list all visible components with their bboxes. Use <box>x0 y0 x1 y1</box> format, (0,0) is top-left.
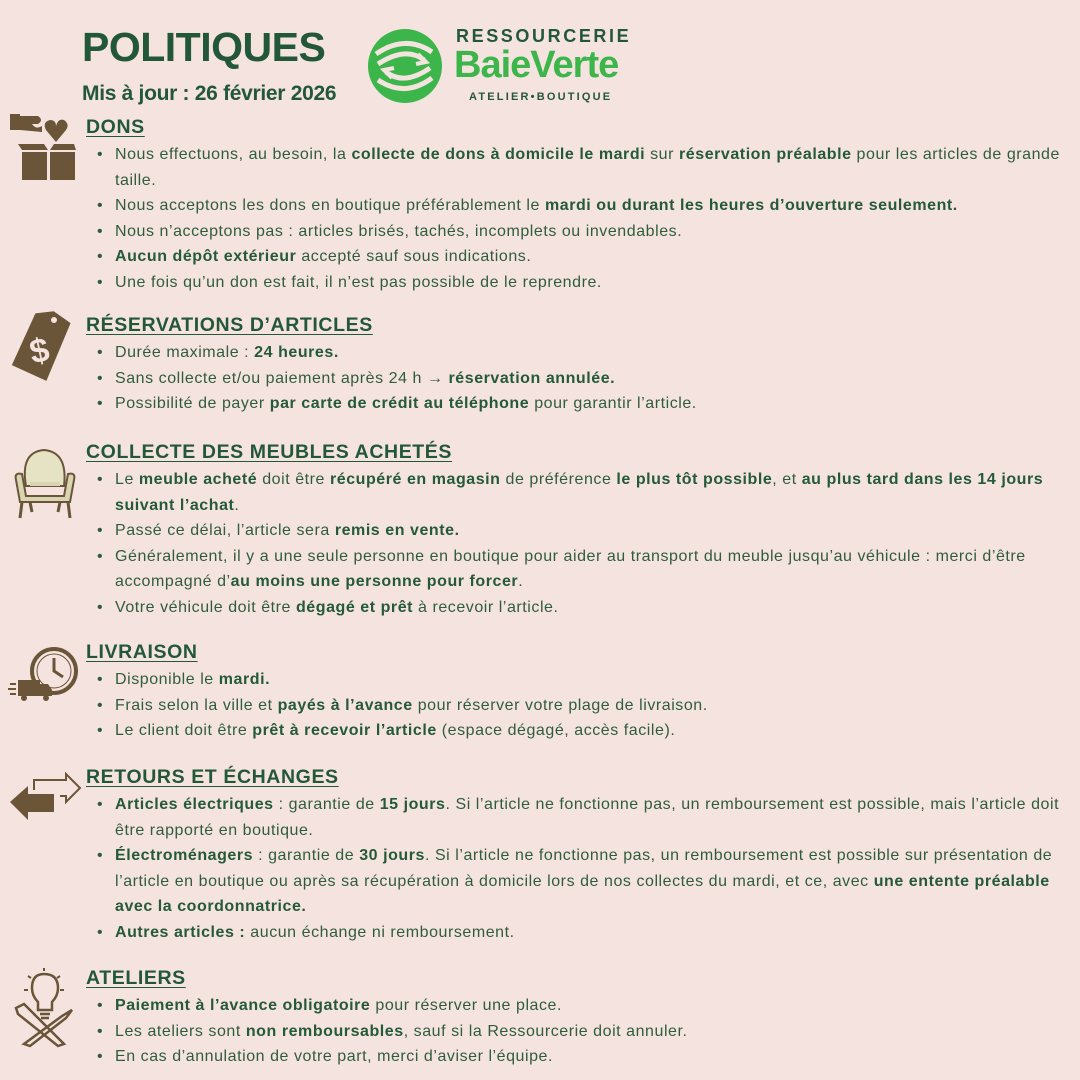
text: doit être <box>257 471 330 488</box>
bold-text: 24 heures. <box>254 344 339 361</box>
text: Les ateliers sont <box>115 1022 246 1040</box>
bold-text: le plus tôt possible <box>616 471 773 488</box>
text: . Si l’article ne fonctionne pas, un remboursement est possible sur présentation de l’article en boutique ou après sa récupération à domicile lors de nos collectes du mardi, et ce, avec <box>115 847 1053 890</box>
text: pour les articles de grande taille. <box>115 146 1060 189</box>
text: à recevoir l’article. <box>413 598 559 616</box>
logo-line1: RESSOURCERIE <box>456 26 632 46</box>
list-item <box>115 1019 1070 1045</box>
text: Passé ce délai, l’article sera <box>115 522 335 539</box>
bullet-list <box>0 340 1070 417</box>
section-heading: LIVRAISON <box>86 641 198 663</box>
bold-text: récupéré en magasin <box>329 471 501 488</box>
bold-text: Aucun dépôt extérieur <box>115 248 297 265</box>
text: Généralement, il y a une seule personne en boutique pour aider au transport du meuble jusqu’au véhicule : merci d’être accompagné d’ <box>115 547 1026 590</box>
list-item <box>115 920 1070 946</box>
bold-text: non remboursables <box>245 1022 404 1040</box>
list-item <box>115 366 1070 392</box>
bold-text: Articles électriques <box>115 796 274 813</box>
text: Nous acceptons les dons en boutique préférablement le <box>115 197 545 214</box>
bold-text: Paiement à l’avance obligatoire <box>115 997 371 1014</box>
list-item <box>115 595 1070 621</box>
bold-text: une entente préalable avec la coordonnatrice. <box>115 872 1050 915</box>
text: aucun échange ni remboursement. <box>245 923 515 941</box>
list-item <box>115 340 1070 366</box>
list-item <box>115 518 1070 544</box>
bullet-list <box>0 792 1070 945</box>
list-item <box>115 219 1070 245</box>
bold-text: Autres articles : <box>115 923 246 941</box>
text: Possibilité de payer <box>115 395 270 412</box>
page-title: POLITIQUES <box>82 24 326 70</box>
text: Le client doit être <box>115 722 253 739</box>
logo-swirl-icon <box>366 26 444 106</box>
text: pour garantir l’article. <box>529 395 697 412</box>
text: sur <box>645 146 680 163</box>
section-heading: RETOURS ET ÉCHANGES <box>86 766 339 788</box>
bold-text: collecte de dons à domicile le mardi <box>351 146 646 163</box>
bullet-list <box>0 667 1070 744</box>
logo-line3: ATELIER•BOUTIQUE <box>469 91 613 103</box>
section-heading: ATELIERS <box>86 967 186 989</box>
bold-text: remis en vente. <box>334 522 460 539</box>
text: , et <box>772 471 802 488</box>
list-item <box>115 467 1070 518</box>
text: Nous effectuons, au besoin, la <box>115 146 352 163</box>
text: : garantie de <box>253 847 360 864</box>
section-heading: DONS <box>86 116 145 138</box>
bold-text: par carte de crédit au téléphone <box>269 395 530 412</box>
text: pour réserver votre plage de livraison. <box>412 696 708 714</box>
list-item <box>115 193 1070 219</box>
updated-date: Mis à jour : 26 février 2026 <box>82 82 337 105</box>
bullet-list <box>0 467 1070 620</box>
text: Frais selon la ville et <box>115 696 278 714</box>
text: Nous n’acceptons pas : articles brisés, tachés, incomplets ou invendables. <box>115 222 683 240</box>
bold-text: meuble acheté <box>138 471 258 488</box>
bold-text: payés à l’avance <box>277 696 413 714</box>
text: . Si l’article ne fonctionne pas, un remboursement est possible, mais l’article doit être rapporté en boutique. <box>115 796 1060 839</box>
svg-text:$: $ <box>26 330 53 372</box>
text: Durée maximale : <box>115 344 255 361</box>
list-item <box>115 993 1070 1019</box>
text: . <box>518 573 524 590</box>
bold-text: réservation préalable <box>679 146 852 163</box>
list-item <box>115 718 1070 744</box>
bold-text: Électroménagers <box>115 847 254 864</box>
bold-text: prêt à recevoir l’article <box>252 722 437 739</box>
text: Une fois qu’un don est fait, il n’est pas possible de le reprendre. <box>115 273 602 291</box>
text: , sauf si la Ressourcerie doit annuler. <box>403 1022 688 1040</box>
bullet-list <box>0 142 1070 295</box>
bold-text: au moins une personne pour forcer <box>230 573 519 590</box>
text: accepté sauf sous indications. <box>296 248 532 265</box>
list-item <box>115 667 1070 693</box>
text: pour réserver une place. <box>370 997 562 1014</box>
bold-text: mardi ou durant les heures d’ouverture seulement. <box>544 197 958 214</box>
text: : garantie de <box>273 796 380 813</box>
section-heading: RÉSERVATIONS D’ARTICLES <box>86 314 373 336</box>
bold-text: mardi. <box>218 671 271 688</box>
text: En cas d’annulation de votre part, merci d’aviser l’équipe. <box>115 1048 554 1065</box>
text: Sans collecte et/ou paiement après 24 h → <box>115 369 449 387</box>
bold-text: dégagé et prêt <box>295 598 414 616</box>
list-item <box>115 244 1070 270</box>
bold-text: au plus tard dans les 14 jours suivant l’achat <box>115 471 1044 514</box>
text: (espace dégagé, accès facile). <box>436 722 676 739</box>
list-item <box>115 391 1070 417</box>
list-item <box>115 693 1070 719</box>
bold-text: 30 jours <box>359 847 425 864</box>
list-item <box>115 1044 1070 1070</box>
bold-text: 15 jours <box>379 796 446 813</box>
list-item <box>115 792 1070 843</box>
bullet-list <box>0 993 1070 1070</box>
list-item <box>115 544 1070 595</box>
text: Le <box>115 471 139 488</box>
text: . <box>234 496 240 514</box>
list-item <box>115 843 1070 920</box>
text: Votre véhicule doit être <box>115 598 296 616</box>
logo <box>366 24 646 108</box>
logo-line2: BaieVerte <box>454 44 619 86</box>
text: Disponible le <box>115 671 219 688</box>
list-item <box>115 142 1070 193</box>
list-item <box>115 270 1070 296</box>
section-heading: COLLECTE DES MEUBLES ACHETÉS <box>86 441 453 463</box>
text: de préférence <box>500 471 617 488</box>
bold-text: réservation annulée. <box>448 369 616 387</box>
